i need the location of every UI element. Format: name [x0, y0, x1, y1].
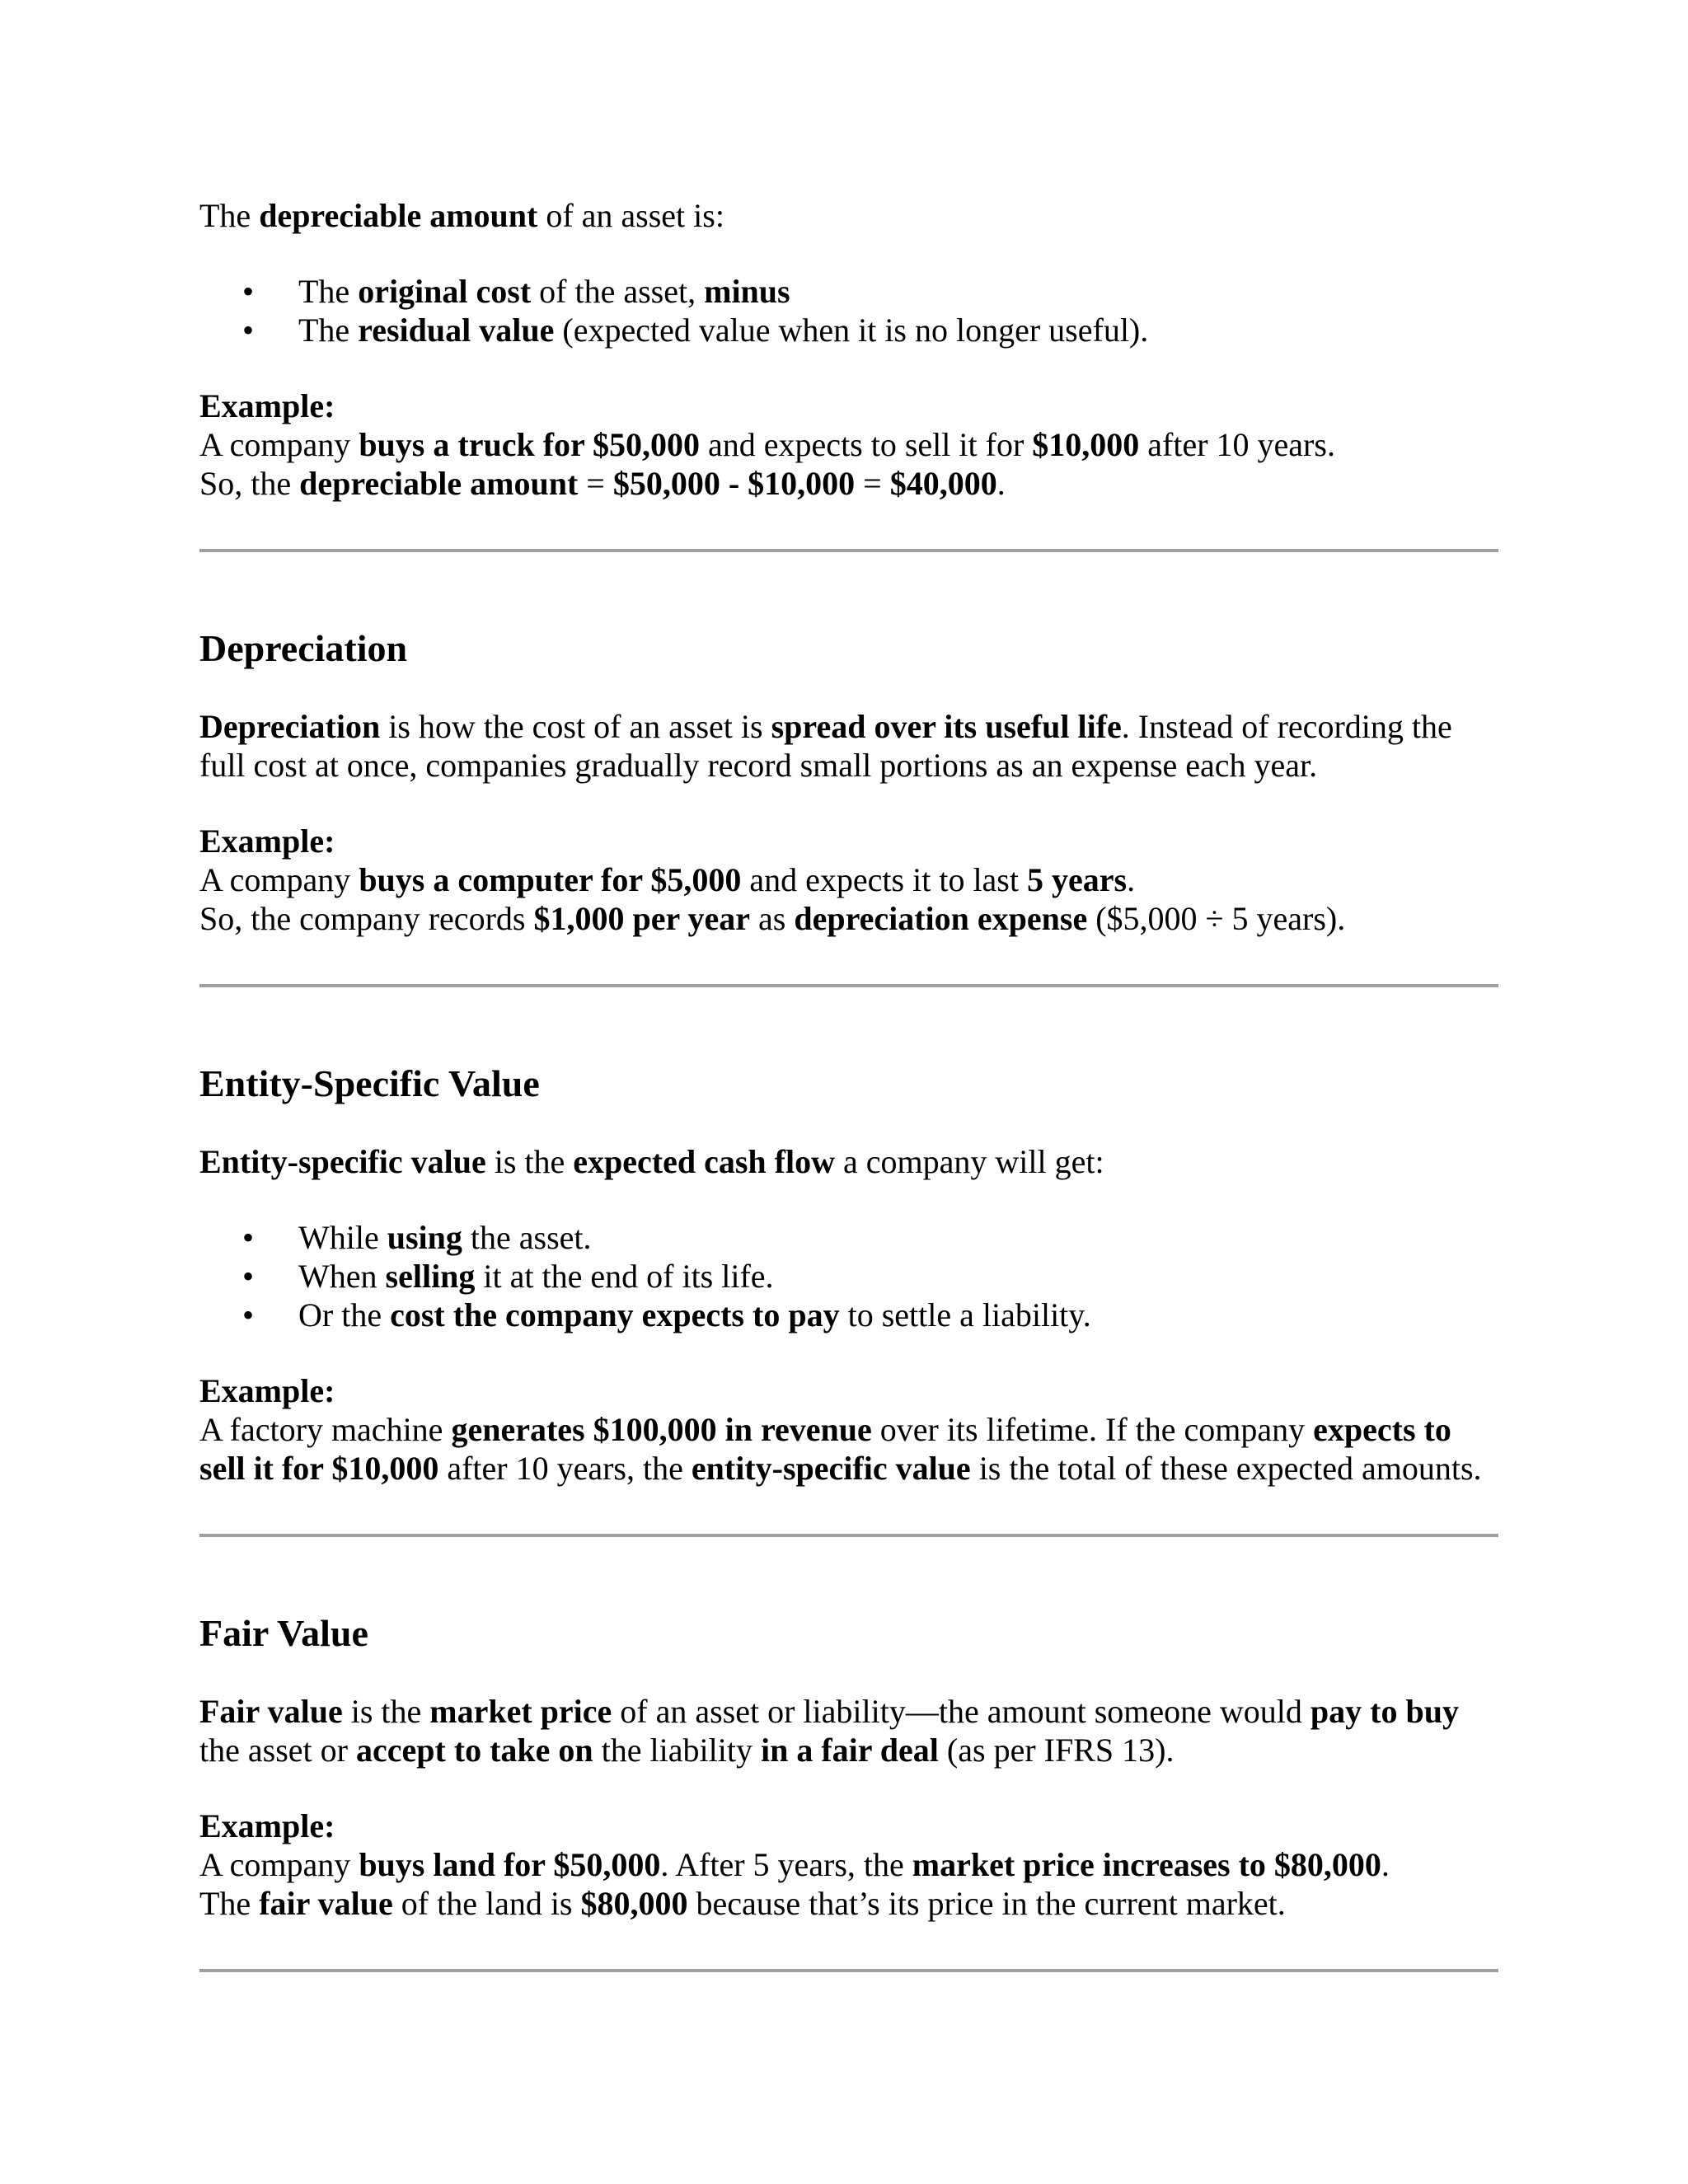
bold-text: accept to take on: [355, 1732, 593, 1769]
bold-text: sell it for $10,000: [199, 1450, 439, 1487]
text: it at the end of its life.: [475, 1258, 774, 1295]
entity-specific-definition: [199, 1142, 1498, 1181]
text: The: [199, 1885, 260, 1922]
bold-text: spread over its useful life: [771, 708, 1122, 745]
bold-text: Example:: [199, 823, 335, 860]
example-label: [199, 1371, 1498, 1410]
bold-text: 5 years: [1027, 861, 1128, 898]
text: So, the company records: [199, 900, 534, 937]
text: .: [1127, 861, 1136, 898]
depreciable-amount-list: [199, 272, 1498, 349]
text: and expects to sell it for: [700, 426, 1033, 463]
text: A factory machine: [199, 1411, 452, 1448]
example-line: [199, 1449, 1498, 1488]
section-heading-fair-value: Fair Value: [199, 1612, 368, 1654]
text: . After 5 years, the: [660, 1846, 912, 1883]
text: The: [298, 312, 359, 349]
list-item: [199, 1296, 1498, 1334]
example-line: [199, 464, 1498, 503]
text: The: [298, 273, 359, 310]
bold-text: $50,000 - $10,000: [612, 465, 856, 502]
list-item: [199, 1257, 1498, 1296]
document-content: [199, 196, 1498, 1972]
depreciable-amount-intro: [199, 196, 1498, 235]
example-line: [199, 1884, 1498, 1923]
bold-text: expected cash flow: [573, 1143, 835, 1180]
text: of an asset is:: [537, 197, 724, 234]
example-line: [199, 1410, 1498, 1449]
bold-text: using: [387, 1219, 462, 1256]
text: a company will get:: [835, 1143, 1104, 1180]
example-label: [199, 387, 1498, 425]
bold-text: original cost: [358, 273, 532, 310]
bold-text: Fair value: [199, 1693, 343, 1730]
fair-value-definition: [199, 1692, 1498, 1731]
text: the asset.: [462, 1219, 592, 1256]
bold-text: selling: [385, 1258, 476, 1295]
text: the asset or: [199, 1732, 356, 1769]
example-line: [199, 899, 1498, 938]
example-line: [199, 1845, 1498, 1884]
text: the liability: [593, 1732, 761, 1769]
text: Or the: [298, 1296, 391, 1333]
text: and expects it to last: [741, 861, 1027, 898]
text: A company: [199, 1846, 359, 1883]
bold-text: residual value: [358, 312, 555, 349]
bold-text: $80,000: [580, 1885, 688, 1922]
text: to settle a liability.: [839, 1296, 1091, 1333]
example-label: [199, 822, 1498, 860]
text: .: [996, 465, 1006, 502]
example-line: [199, 425, 1498, 464]
text: When: [298, 1258, 386, 1295]
text: after 10 years, the: [438, 1450, 692, 1487]
text: (expected value when it is no longer useful).: [554, 312, 1149, 349]
bold-text: market price: [429, 1693, 612, 1730]
text: is the: [485, 1143, 574, 1180]
bold-text: Depreciation: [199, 708, 381, 745]
text: is how the cost of an asset is: [380, 708, 771, 745]
bold-text: market price increases to $80,000: [912, 1846, 1381, 1883]
section-heading-entity-specific-value: Entity-Specific Value: [199, 1062, 540, 1104]
text: The: [199, 197, 260, 234]
bold-text: buys land for $50,000: [359, 1846, 661, 1883]
text: A company: [199, 861, 359, 898]
section-heading-depreciation: Depreciation: [199, 627, 408, 669]
bold-text: cost the company expects to pay: [390, 1296, 840, 1333]
text: .: [1381, 1846, 1390, 1883]
bold-text: $40,000: [889, 465, 997, 502]
text: as: [750, 900, 795, 937]
bold-text: buys a computer for $5,000: [359, 861, 742, 898]
text: of the land is: [392, 1885, 581, 1922]
section-divider: [199, 1969, 1498, 1972]
bold-text: Entity-specific value: [199, 1143, 486, 1180]
bold-text: minus: [704, 273, 790, 310]
text: over its lifetime. If the company: [871, 1411, 1314, 1448]
list-item: [199, 1218, 1498, 1257]
text: (as per IFRS 13).: [938, 1732, 1175, 1769]
text: because that’s its price in the current market.: [687, 1885, 1286, 1922]
depreciation-definition: [199, 707, 1498, 746]
list-item: [199, 272, 1498, 311]
example-line: [199, 860, 1498, 899]
bold-text: Example:: [199, 1807, 335, 1844]
bold-text: buys a truck for $50,000: [359, 426, 701, 463]
bold-text: depreciable amount: [299, 465, 579, 502]
bold-text: Example:: [199, 387, 335, 424]
text: =: [578, 465, 613, 502]
bold-text: in a fair deal: [760, 1732, 939, 1769]
text: =: [855, 465, 890, 502]
text: after 10 years.: [1139, 426, 1335, 463]
text: So, the: [199, 465, 300, 502]
entity-specific-list: [199, 1218, 1498, 1334]
text: is the total of these expected amounts.: [970, 1450, 1482, 1487]
list-item: [199, 311, 1498, 349]
bold-text: fair value: [259, 1885, 393, 1922]
text: of an asset or liability—the amount someone would: [612, 1693, 1311, 1730]
text: is the: [342, 1693, 430, 1730]
depreciation-definition-cont: full cost at once, companies gradually record small portions as an expense each year.: [199, 747, 1318, 784]
example-label: [199, 1807, 1498, 1845]
text: While: [298, 1219, 387, 1256]
bold-text: $10,000: [1032, 426, 1140, 463]
bold-text: generates $100,000 in revenue: [451, 1411, 872, 1448]
bold-term: depreciable amount: [259, 197, 538, 234]
text: A company: [199, 426, 359, 463]
bold-text: depreciation expense: [794, 900, 1088, 937]
fair-value-definition-cont: [199, 1731, 1498, 1769]
bold-text: Example:: [199, 1372, 335, 1409]
bold-text: pay to buy: [1310, 1693, 1459, 1730]
text: of the asset,: [531, 273, 705, 310]
bold-text: entity-specific value: [691, 1450, 971, 1487]
bold-text: expects to: [1313, 1411, 1451, 1448]
text: . Instead of recording the: [1121, 708, 1452, 745]
text: ($5,000 ÷ 5 years).: [1087, 900, 1346, 937]
bold-text: $1,000 per year: [533, 900, 750, 937]
